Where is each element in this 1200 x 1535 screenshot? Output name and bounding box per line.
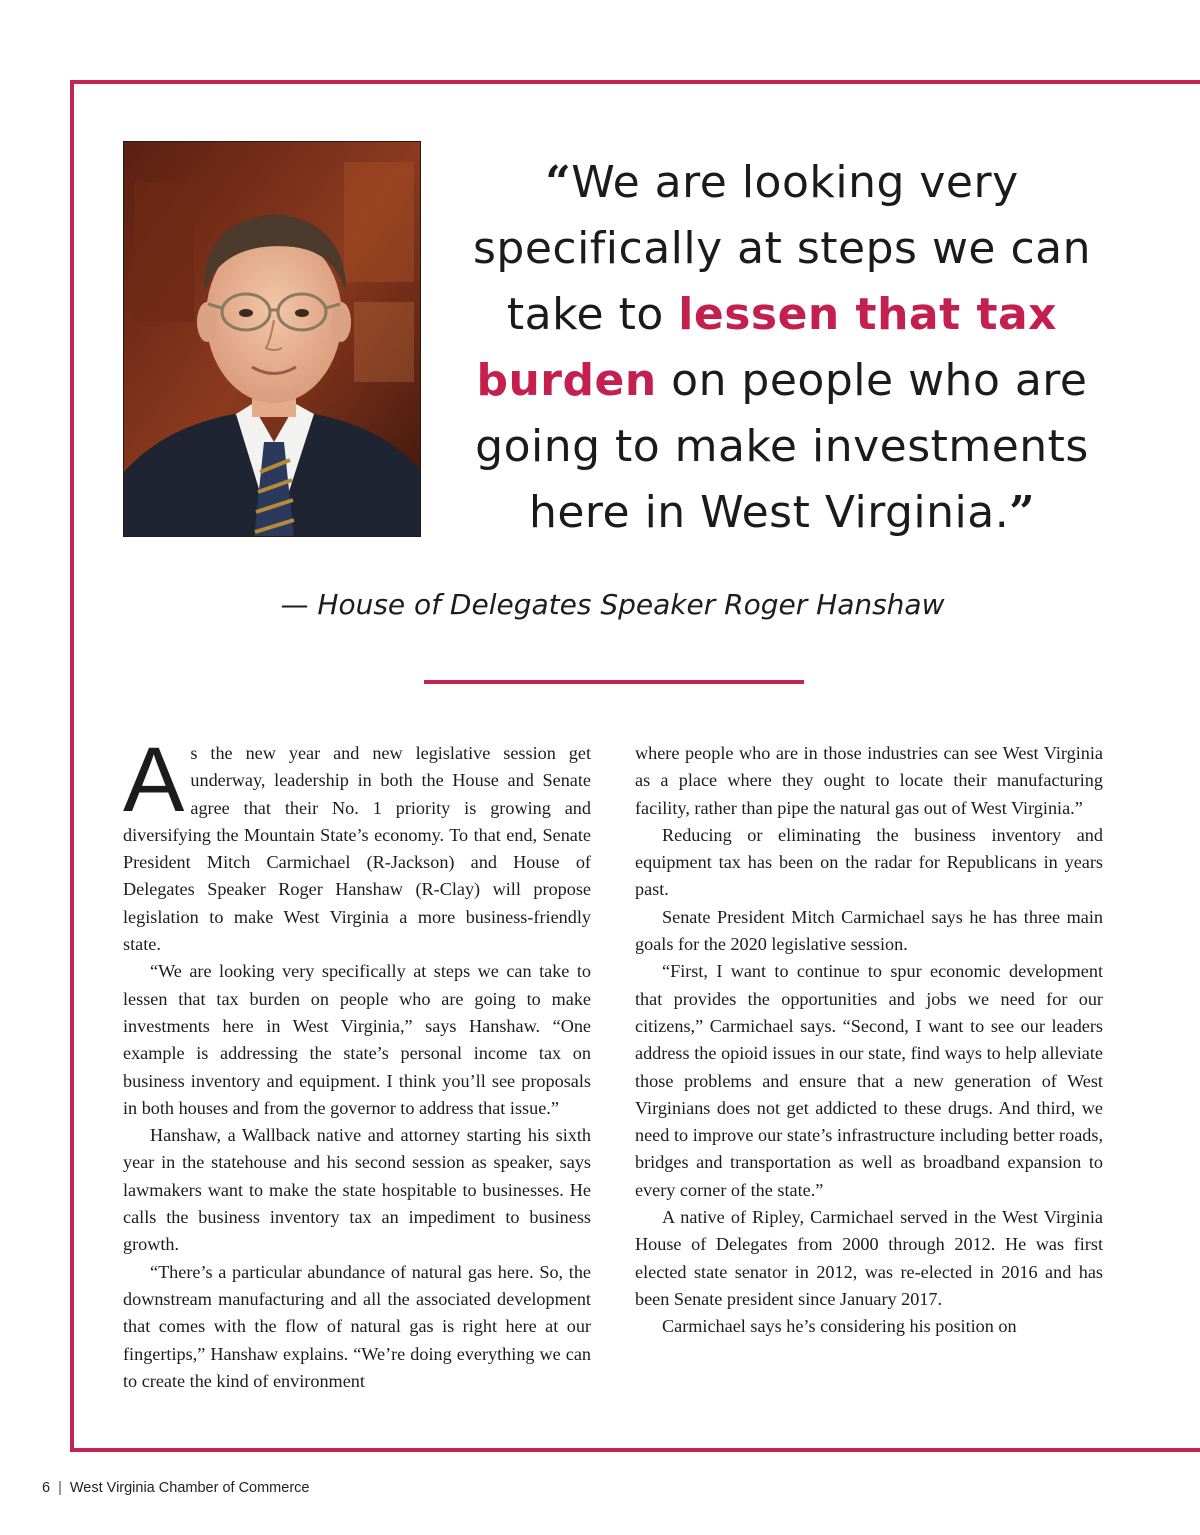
article-left-column bbox=[123, 729, 591, 1395]
quote-text-part-2: on people who are going to make investments here in West Virginia. bbox=[475, 355, 1089, 538]
footer-separator: | bbox=[58, 1480, 62, 1496]
article-paragraph: “We are looking very specifically at steps we can take to lessen that tax burden on people who are going to make investments here in West Virginia,” says Hanshaw. “One example is addressing the state’s personal income tax on business inventory and equipment. I think you’ll see proposals in both houses and from the governor to address that issue.” bbox=[123, 961, 591, 1118]
close-quote-mark: ” bbox=[1009, 487, 1036, 538]
quote-text-part-1: We are looking very specifically at steps we can take to bbox=[472, 157, 1092, 340]
accent-divider bbox=[424, 680, 804, 684]
article-paragraph: Reducing or eliminating the business inventory and equipment tax has been on the radar for Republicans in years past. bbox=[635, 824, 1103, 900]
open-quote-mark: “ bbox=[545, 157, 572, 208]
article-paragraph: where people who are in those industries can see West Virginia as a place where they ought to locate their manufacturing facility, rather than pipe the natural gas out of West Virginia.” bbox=[635, 743, 1103, 818]
page-number: 6 bbox=[42, 1480, 51, 1496]
article-paragraph: As the new year and new legislative session get underway, leadership in both the House and Senate agree that their No. 1 priority is growing and diversifying the Mountain State’s economy. To that end, Senate President Mitch Carmichael (R-Jackson) and House of Delegates Speaker Roger Hanshaw (R-Clay) will propose legislation to make West Virginia a more business-friendly state. bbox=[123, 729, 591, 955]
pull-quote bbox=[462, 150, 1102, 546]
page-footer bbox=[42, 1480, 309, 1496]
article-paragraph: “There’s a particular abundance of natural gas here. So, the downstream manufacturing and all the associated development that comes with the flow of natural gas is right here at our fingertips,” Hanshaw explains. “We’re doing everything we can to create the kind of environment bbox=[123, 1261, 591, 1391]
article-paragraph: Hanshaw, a Wallback native and attorney starting his sixth year in the statehouse and his second session as speaker, says lawmakers want to make the state hospitable to businesses. He calls the business inventory tax an impediment to business growth. bbox=[123, 1125, 591, 1255]
speaker-portrait-photo bbox=[123, 141, 421, 537]
article-paragraph: Carmichael says he’s considering his position on bbox=[662, 1316, 1017, 1337]
quote-attribution: — House of Delegates Speaker Roger Hanshaw bbox=[280, 588, 945, 621]
article-paragraph: Senate President Mitch Carmichael says he has three main goals for the 2020 legislative session. bbox=[635, 906, 1103, 955]
drop-cap: A bbox=[123, 729, 185, 831]
article-right-column bbox=[635, 740, 1103, 1341]
quote-highlight: lessen that tax burden bbox=[476, 289, 1058, 406]
publication-name: West Virginia Chamber of Commerce bbox=[69, 1480, 310, 1496]
article-paragraph: “First, I want to continue to spur economic development that provides the opportunities and jobs we need for our citizens,” Carmichael says. “Second, I want to see our leaders address the opioid issues in our state, find ways to help alleviate those problems and ensure that a new generation of West Virginians does not get addicted to these drugs. And third, we need to improve our state’s infrastructure including better roads, bridges and transportation as well as broadband expansion to every corner of the state.” bbox=[635, 961, 1103, 1200]
article-paragraph: A native of Ripley, Carmichael served in the West Virginia House of Delegates from 2000 through 2012. He was first elected state senator in 2012, was re-elected in 2016 and has been Senate president since January 2017. bbox=[635, 1207, 1103, 1309]
